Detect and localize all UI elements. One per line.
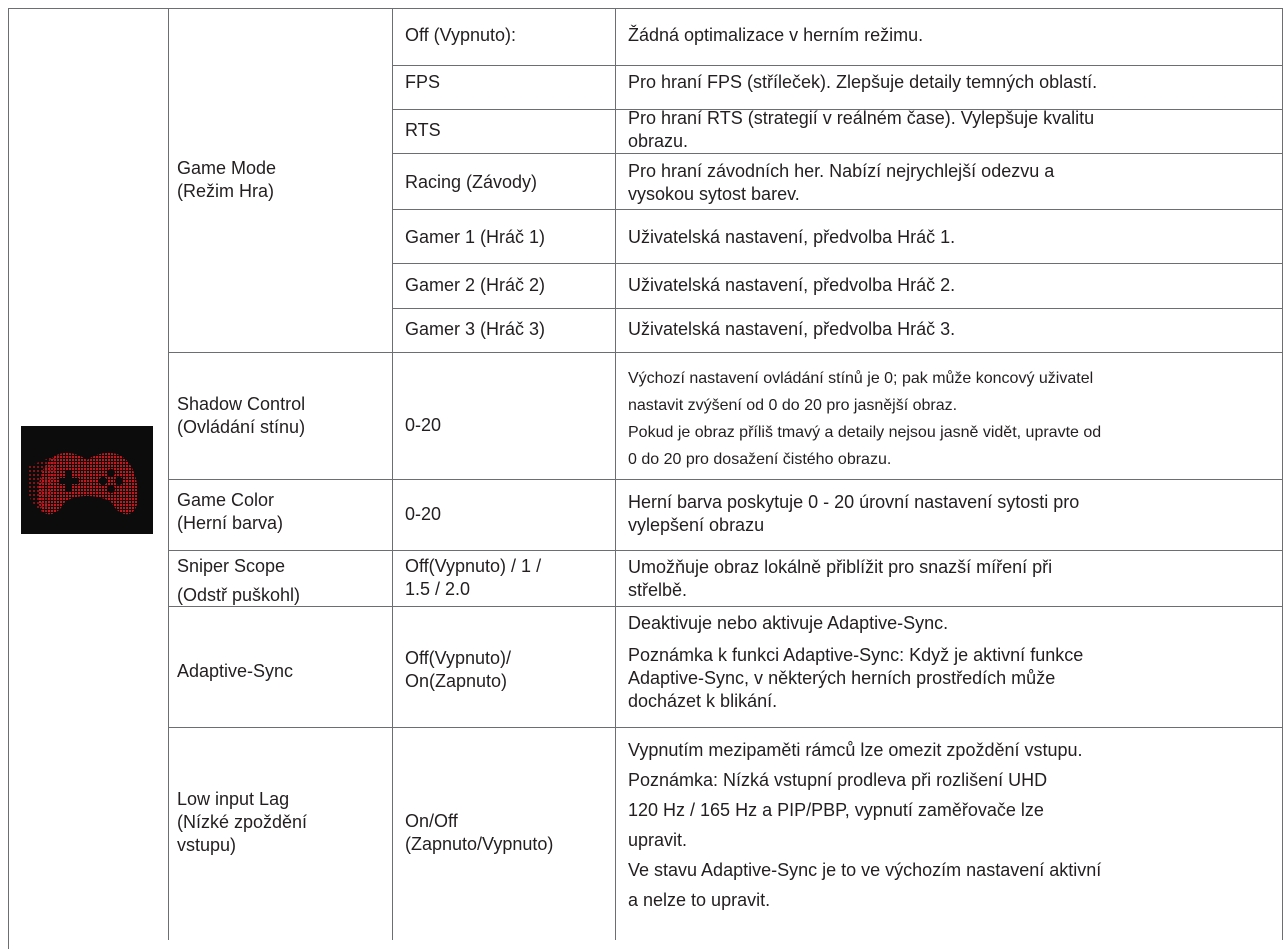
row-divider — [168, 727, 1283, 728]
setting-game-mode — [177, 157, 391, 203]
desc-racing: Pro hraní závodních her. Nabízí nejrychlejší odezvu a vysokou sytost barev. — [628, 161, 1055, 204]
row-divider — [392, 153, 1283, 154]
value-fps: FPS — [405, 72, 441, 92]
desc-fps: Pro hraní FPS (stříleček). Zlepšuje detaily temných oblastí. — [628, 72, 1098, 92]
desc-rts: Pro hraní RTS (strategií v reálném čase). Vylepšuje kvalitu obrazu. — [628, 108, 1095, 151]
row-divider — [392, 308, 1283, 309]
desc-off: Žádná optimalizace v herním režimu. — [628, 25, 924, 45]
desc-adaptive-sync: Deaktivuje nebo aktivuje Adaptive-Sync. Poznámka k funkci Adaptive-Sync: Když je aktivní funkce Adaptive-Sync, v některých herních prostředích může docházet k blikání. — [628, 613, 1084, 711]
setting-shadow-control: Shadow Control (Ovládání stínu) — [177, 394, 306, 437]
value-gamer-2: Gamer 2 (Hráč 2) — [405, 275, 546, 295]
setting-label-cz: (Režim Hra) — [177, 181, 274, 201]
setting-game-color: Game Color (Herní barva) — [177, 490, 284, 533]
desc-game-color: Herní barva poskytuje 0 - 20 úrovní nastavení sytosti pro vylepšení obrazu — [628, 492, 1080, 535]
column-divider — [392, 8, 393, 940]
row-divider — [392, 65, 1283, 66]
value-shadow-control: 0-20 — [405, 415, 442, 435]
value-sniper-scope: Off(Vypnuto) / 1 / 1.5 / 2.0 — [405, 556, 542, 599]
column-divider — [168, 8, 169, 940]
desc-sniper-scope: Umožňuje obraz lokálně přiblížit pro snazší míření při střelbě. — [628, 557, 1053, 600]
row-divider — [168, 479, 1283, 480]
value-gamer-1: Gamer 1 (Hráč 1) — [405, 227, 546, 247]
gamepad-icon — [21, 426, 153, 534]
value-rts: RTS — [405, 120, 441, 140]
setting-adaptive-sync: Adaptive-Sync — [177, 661, 294, 681]
value-game-color: 0-20 — [405, 504, 442, 524]
desc-gamer-1: Uživatelská nastavení, předvolba Hráč 1. — [628, 227, 956, 247]
setting-sniper-scope: Sniper Scope (Odstř puškohl) — [177, 556, 301, 605]
desc-gamer-2: Uživatelská nastavení, předvolba Hráč 2. — [628, 275, 956, 295]
value-low-input-lag: On/Off (Zapnuto/Vypnuto) — [405, 811, 554, 854]
setting-low-input-lag: Low input Lag (Nízké zpoždění vstupu) — [177, 789, 308, 855]
row-divider — [392, 209, 1283, 210]
value-gamer-3: Gamer 3 (Hráč 3) — [405, 319, 546, 339]
column-divider — [615, 8, 616, 940]
desc-gamer-3: Uživatelská nastavení, předvolba Hráč 3. — [628, 319, 956, 339]
row-divider — [168, 550, 1283, 551]
row-divider — [168, 352, 1283, 353]
desc-low-input-lag: Vypnutím mezipaměti rámců lze omezit zpoždění vstupu. Poznámka: Nízká vstupní prodleva při rozlišení UHD 120 Hz / 165 Hz a PIP/PBP, vypnutí zaměřovače lze upravit. Ve stavu Adaptive-Sync je to ve výchozím nastavení aktivní a nelze to upravit. — [628, 740, 1102, 910]
desc-shadow-control: Výchozí nastavení ovládání stínů je 0; pak může koncový uživatel nastavit zvýšení od 0 do 20 pro jasnější obraz. Pokud je obraz příliš tmavý a detaily nejsou jasně vidět, upravte od 0 do 20 pro dosažení čistého obrazu. — [628, 370, 1102, 468]
setting-label: Game Mode — [177, 158, 277, 178]
row-divider — [392, 263, 1283, 264]
value-adaptive-sync: Off(Vypnuto)/ On(Zapnuto) — [405, 648, 512, 691]
value-racing: Racing (Závody) — [405, 172, 538, 192]
value-off: Off (Vypnuto): — [405, 25, 517, 45]
